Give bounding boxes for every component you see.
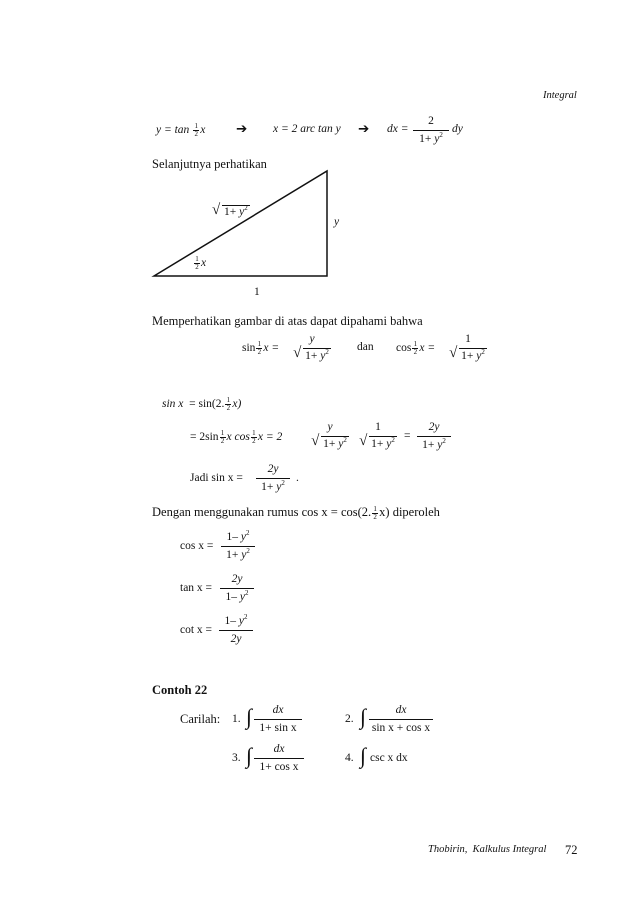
derive-equals: =	[404, 430, 411, 442]
cos-formula-fraction: 1– $y^2$ $1+ y^2$	[221, 530, 255, 563]
example-title: Contoh 22	[152, 683, 208, 697]
arrow-icon: ➔	[236, 121, 248, 136]
page-number: 72	[565, 843, 578, 857]
derive-fraction-3: 2y $1+ y^2$	[417, 420, 451, 453]
triangle-shape	[154, 171, 327, 276]
subst-y-var: x	[200, 124, 206, 137]
jadi-fraction: 2y $1+ y^2$	[256, 462, 290, 495]
integral-icon: ∫	[246, 743, 253, 768]
subst-dy: dy	[452, 123, 463, 135]
cot-formula-fraction: 1– $y^2$ 2y	[219, 614, 253, 647]
dan-word: dan	[357, 341, 374, 353]
problem-2-fraction: dx sin x + cos x	[369, 703, 433, 736]
problem-4-number: 4.	[345, 752, 354, 764]
problem-1-fraction: dx 1+ sin x	[254, 703, 302, 736]
triangle-angle-label: $\frac{1}{2}$ x	[195, 255, 207, 271]
cot-formula-lhs: cot x =	[180, 624, 213, 636]
cos-formula-lhs: cos x =	[180, 540, 214, 552]
problem-2-number: 2.	[345, 713, 354, 725]
derive-fraction-2: 1 √ $1+ y^2$	[359, 421, 395, 450]
subst-dx-lhs: dx =	[387, 123, 409, 135]
problem-4-expression: csc x dx	[370, 752, 408, 764]
tan-formula-lhs: tan x =	[180, 582, 213, 594]
triangle-opposite-label: y	[334, 216, 340, 228]
sin-half-lhs: sin $\frac{1}{2}$ x =	[242, 340, 280, 356]
subst-dx-fraction: 2 $1+ y^2$	[413, 114, 449, 147]
half-fraction: $\frac{1}{2}$	[194, 122, 198, 138]
formulas-intro: Dengan menggunakan rumus cos x = cos(2. $\frac{1}{2}$ x) diperoleh	[152, 504, 440, 521]
integral-icon: ∫	[360, 743, 367, 768]
footer-author: Thobirin, Kalkulus Integral	[428, 844, 547, 855]
triangle-adjacent-label: 1	[254, 286, 260, 298]
triangle-intro: Selanjutnya perhatikan	[152, 157, 267, 171]
derive-line-1: sin x = sin(2. $\frac{1}{2}$ x)	[162, 396, 242, 412]
observe-text: Memperhatikan gambar di atas dapat dipahami bahwa	[152, 314, 423, 328]
cos-half-lhs: cos $\frac{1}{2}$ x =	[396, 340, 436, 356]
integral-icon: ∫	[360, 704, 367, 729]
example-carilah: Carilah:	[180, 712, 221, 726]
running-header: Integral	[543, 90, 577, 101]
arrow-icon: ➔	[358, 121, 370, 136]
sin-half-fraction: y √ $1+ y^2$	[293, 333, 329, 362]
jadi-period: .	[296, 472, 299, 484]
derive-line-2: = 2sin $\frac{1}{2}$ x cos $\frac{1}{2}$ x = 2	[190, 429, 283, 445]
subst-y: y = tan	[156, 124, 190, 137]
jadi-lhs: Jadi sin x =	[190, 472, 243, 484]
triangle-hypotenuse-label: √ $1+ y^2$	[212, 202, 248, 218]
tan-formula-fraction: 2y 1– $y^2$	[220, 572, 254, 605]
derive-fraction-1: y √ $1+ y^2$	[311, 421, 347, 450]
integral-icon: ∫	[246, 704, 253, 729]
subst-x-def: x = 2 arc tan y	[273, 123, 341, 135]
problem-3-number: 3.	[232, 752, 241, 764]
subst-line	[156, 123, 205, 138]
cos-half-fraction: 1 √ $1+ y^2$	[449, 333, 485, 362]
right-triangle-diagram	[150, 165, 350, 285]
problem-1-number: 1.	[232, 713, 241, 725]
problem-3-fraction: dx 1+ cos x	[254, 742, 304, 775]
